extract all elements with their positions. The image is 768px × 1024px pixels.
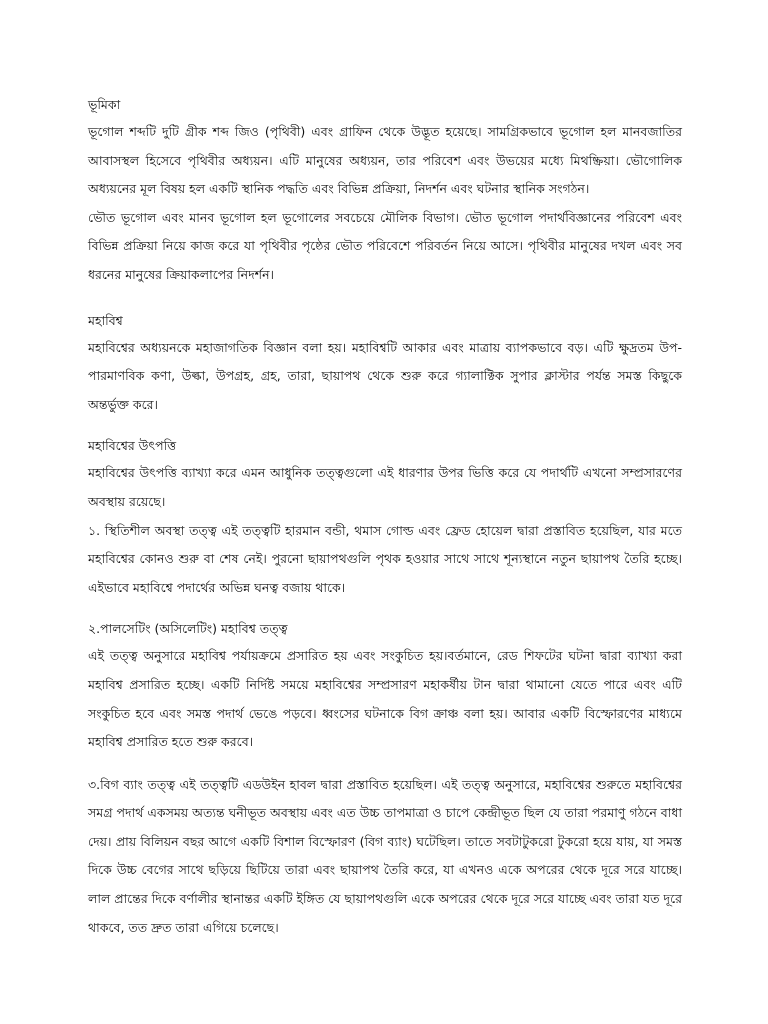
universe-heading: মহাবিশ্ব bbox=[88, 312, 123, 328]
intro-paragraph-2: ভৌত ভূগোল এবং মানব ভূগোল হল ভূগোলের সবচেয়ে মৌলিক বিভাগ। ভৌত ভূগোল পদার্থবিজ্ঞানের পরিবেশ এবং বিভিন্ন প্রক্রিয়া নিয়ে কাজ করে যা পৃথিবীর পৃষ্ঠের ভৌত পরিবেশে পরিবর্তন নিয়ে আসে। পৃথিবীর মানুষের দখল এবং সব ধরনের মানুষের ক্রিয়াকলাপের নিদর্শন। bbox=[88, 209, 682, 282]
origin-heading: মহাবিশ্বের উৎপত্তি bbox=[88, 438, 177, 454]
big-bang-paragraph: ৩.বিগ ব্যাং তত্ত্ব এই তত্ত্বটি এডউইন হাবল দ্বারা প্রস্তাবিত হয়েছিল। এই তত্ত্ব অনুসারে, মহাবিশ্বের শুরুতে মহাবিশ্বের সমগ্র পদার্থ একসময় অত্যন্ত ঘনীভূত অবস্থায় এবং এত উচ্চ তাপমাত্রা ও চাপে কেন্দ্রীভূত ছিল যে তারা পরমাণু গঠনে বাধা দেয়। প্রায় বিলিয়ন বছর আগে একটি বিশাল বিস্ফোরণ (বিগ ব্যাং) ঘটেছিল। তাতে সবটাটুকরো টুকরো হয়ে যায়, যা সমস্ত দিকে উচ্চ বেগের সাথে ছড়িয়ে ছিটিয়ে তারা এবং ছায়াপথ তৈরি করে, যা এখনও একে অপরের থেকে দূরে সরে যাচ্ছে। লাল প্রান্তের দিকে বর্ণালীর স্থানান্তর একটি ইঙ্গিত যে ছায়াপথগুলি একে অপরের থেকে দূরে সরে যাচ্ছে এবং তারা যত দূরে থাকবে, তত দ্রুত তারা এগিয়ে চলেছে। bbox=[88, 776, 682, 935]
universe-paragraph: মহাবিশ্বের অধ্যয়নকে মহাজাগতিক বিজ্ঞান বলা হয়। মহাবিশ্বটি আকার এবং মাত্রায় ব্যাপকভাবে বড়। এটি ক্ষুদ্রতম উপ-পারমাণবিক কণা, উল্কা, উপগ্রহ, গ্রহ, তারা, ছায়াপথ থেকে শুরু করে গ্যালাক্টিক সুপার ক্লাস্টার পর্যন্ত সমস্ত কিছুকে অন্তর্ভুক্ত করে। bbox=[88, 339, 682, 412]
intro-paragraph-1: ভূগোল শব্দটি দুটি গ্রীক শব্দ জিও (পৃথিবী) এবং গ্রাফিন থেকে উদ্ভূত হয়েছে। সামগ্রিকভাবে ভূগোল হল মানবজাতির আবাসস্থল হিসেবে পৃথিবীর অধ্যয়ন। এটি মানুষের অধ্যয়ন, তার পরিবেশ এবং উভয়ের মধ্যে মিথষ্ক্রিয়া। ভৌগোলিক অধ্যয়নের মূল বিষয় হল একটি স্থানিক পদ্ধতি এবং বিভিন্ন প্রক্রিয়া, নিদর্শন এবং ঘটনার স্থানিক সংগঠন। bbox=[88, 124, 682, 197]
pulsating-heading: ২.পালসেটিং (অসিলেটিং) মহাবিশ্ব তত্ত্ব bbox=[88, 621, 288, 637]
pulsating-paragraph: এই তত্ত্ব অনুসারে মহাবিশ্ব পর্যায়ক্রমে প্রসারিত হয় এবং সংকুচিত হয়।বর্তমানে, রেড শিফটের ঘটনা দ্বারা ব্যাখ্যা করা মহাবিশ্ব প্রসারিত হচ্ছে। একটি নির্দিষ্ট সময়ে মহাবিশ্বের সম্প্রসারণ মহাকর্ষীয় টান দ্বারা থামানো যেতে পারে এবং এটি সংকুচিত হবে এবং সমস্ত পদার্থ ভেঙে পড়বে। ধ্বংসের ঘটনাকে বিগ ক্রাঞ্চ বলা হয়। আবার একটি বিস্ফোরণের মাধ্যমে মহাবিশ্ব প্রসারিত হতে শুরু করবে। bbox=[88, 648, 682, 750]
document-page bbox=[88, 92, 682, 942]
origin-paragraph: মহাবিশ্বের উৎপত্তি ব্যাখ্যা করে এমন আধুনিক তত্ত্বগুলো এই ধারণার উপর ভিত্তি করে যে পদার্থটি এখনো সম্প্রসারণের অবস্থায় রয়েছে। bbox=[88, 465, 682, 509]
intro-heading: ভূমিকা bbox=[88, 97, 121, 112]
steady-state-paragraph: ১. স্থিতিশীল অবস্থা তত্ত্ব এই তত্ত্বটি হারমান বন্ডী, থমাস গোল্ড এবং ফ্রেড হোয়েল দ্বারা প্রস্তাবিত হয়েছিল, যার মতে মহাবিশ্বের কোনও শুরু বা শেষ নেই। পুরনো ছায়াপথগুলি পৃথক হওয়ার সাথে সাথে শূন্যস্থানে নতুন ছায়াপথ তৈরি হচ্ছে। এইভাবে মহাবিশ্বে পদার্থের অভিন্ন ঘনত্ব বজায় থাকে। bbox=[88, 522, 682, 595]
